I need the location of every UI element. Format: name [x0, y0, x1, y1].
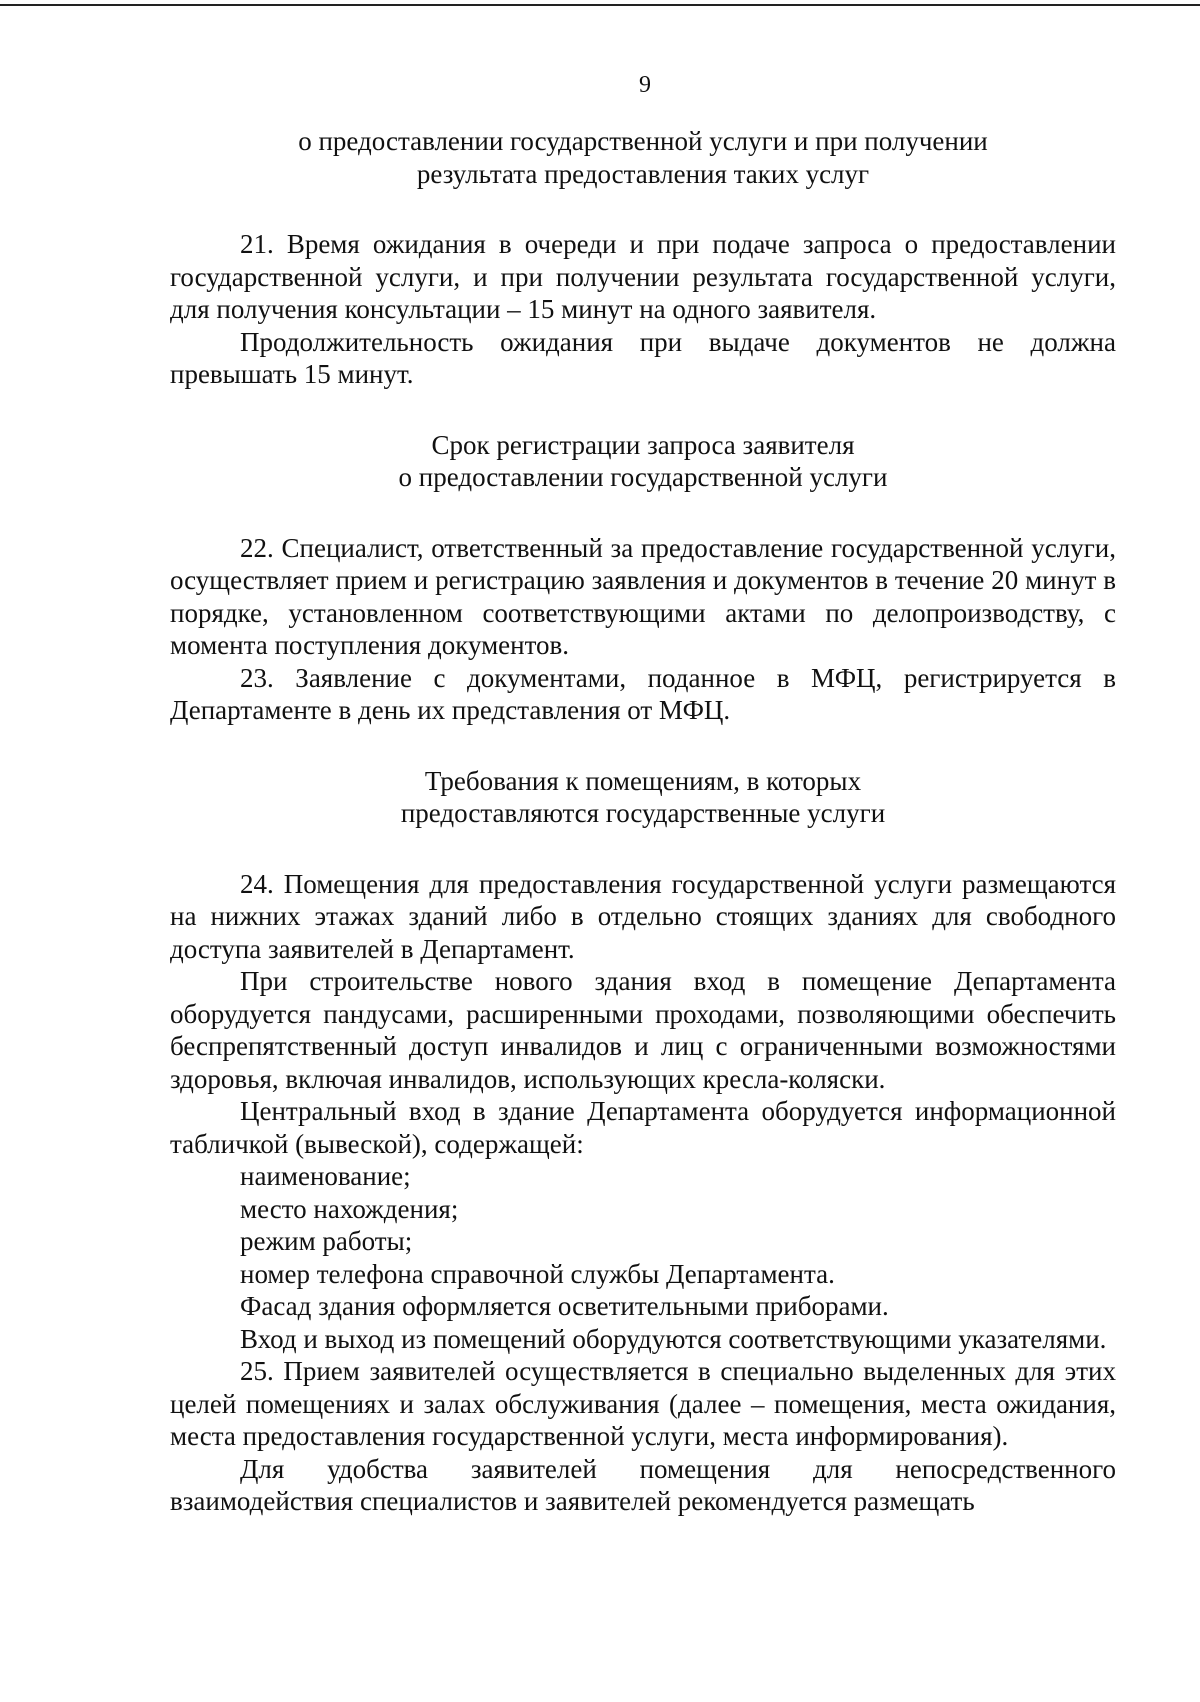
list-item-location: место нахождения;	[240, 1193, 459, 1224]
heading-line: результата предоставления таких услуг	[416, 158, 870, 189]
paragraph-24-facade: Фасад здания оформляется осветительными приборами.	[240, 1291, 889, 1321]
section-heading-premises	[170, 765, 1116, 830]
paragraph-25-continued: Для удобства заявителей помещения для непосредственного взаимодействия специалистов и заявителей рекомендуется размещать	[170, 1453, 1116, 1516]
paragraph-24-entrance: Центральный вход в здание Департамента оборудуется информационной табличкой (вывеской), содержащей:	[170, 1096, 1116, 1159]
heading-line: предоставляются государственные услуги	[400, 798, 886, 828]
heading-line: Срок регистрации запроса заявителя	[431, 429, 855, 460]
paragraph-24-signs: Вход и выход из помещений оборудуются соответствующими указателями.	[240, 1323, 1107, 1354]
heading-line: о предоставлении государственной услуги и при получении	[298, 126, 988, 156]
list-item-name: наименование;	[240, 1161, 411, 1191]
heading-line: Требования к помещениям, в которых	[424, 765, 862, 796]
paragraph-25: 25. Прием заявителей осуществляется в специально выделенных для этих целей помещениях и залах обслуживания (далее – помещения, места ожидания, места предоставления государственной услуги, места информирования).	[170, 1356, 1116, 1451]
paragraph-23: 23. Заявление с документами, поданное в МФЦ, регистрируется в Департаменте в день их представления от МФЦ.	[170, 662, 1116, 725]
scan-top-border	[0, 4, 1200, 6]
list-item-hours: режим работы;	[240, 1226, 413, 1256]
paragraph-24-construction: При строительстве нового здания вход в помещение Департамента оборудуется пандусами, расширенными проходами, позволяющими обеспечить беспрепятственный доступ инвалидов и лиц с ограниченными возможностями здоровья, включая инвалидов, использующих кресла-коляски.	[170, 966, 1116, 1094]
paragraph-21-continued: Продолжительность ожидания при выдаче документов не должна превышать 15 минут.	[170, 326, 1116, 389]
list-item-phone: номер телефона справочной службы Департамента.	[240, 1258, 835, 1289]
section-heading-waiting-time	[170, 125, 1116, 190]
document-body	[170, 125, 1116, 1518]
section-heading-registration	[170, 429, 1116, 494]
heading-line: о предоставлении государственной услуги	[398, 462, 888, 492]
paragraph-21: 21. Время ожидания в очереди и при подаче запроса о предоставлении государственной услуги, и при получении результата государственной услуги, для получения консультации – 15 минут на одного заявителя.	[170, 229, 1116, 324]
paragraph-22: 22. Специалист, ответственный за предоставление государственной услуги, осуществляет прием и регистрацию заявления и документов в течение 20 минут в порядке, установленном соответствующими актами по делопроизводству, с момента поступления документов.	[170, 532, 1116, 660]
page-number: 9	[639, 72, 651, 98]
paragraph-24: 24. Помещения для предоставления государственной услуги размещаются на нижних этажах зданий либо в отдельно стоящих зданиях для свободного доступа заявителей в Департамент.	[170, 868, 1116, 964]
